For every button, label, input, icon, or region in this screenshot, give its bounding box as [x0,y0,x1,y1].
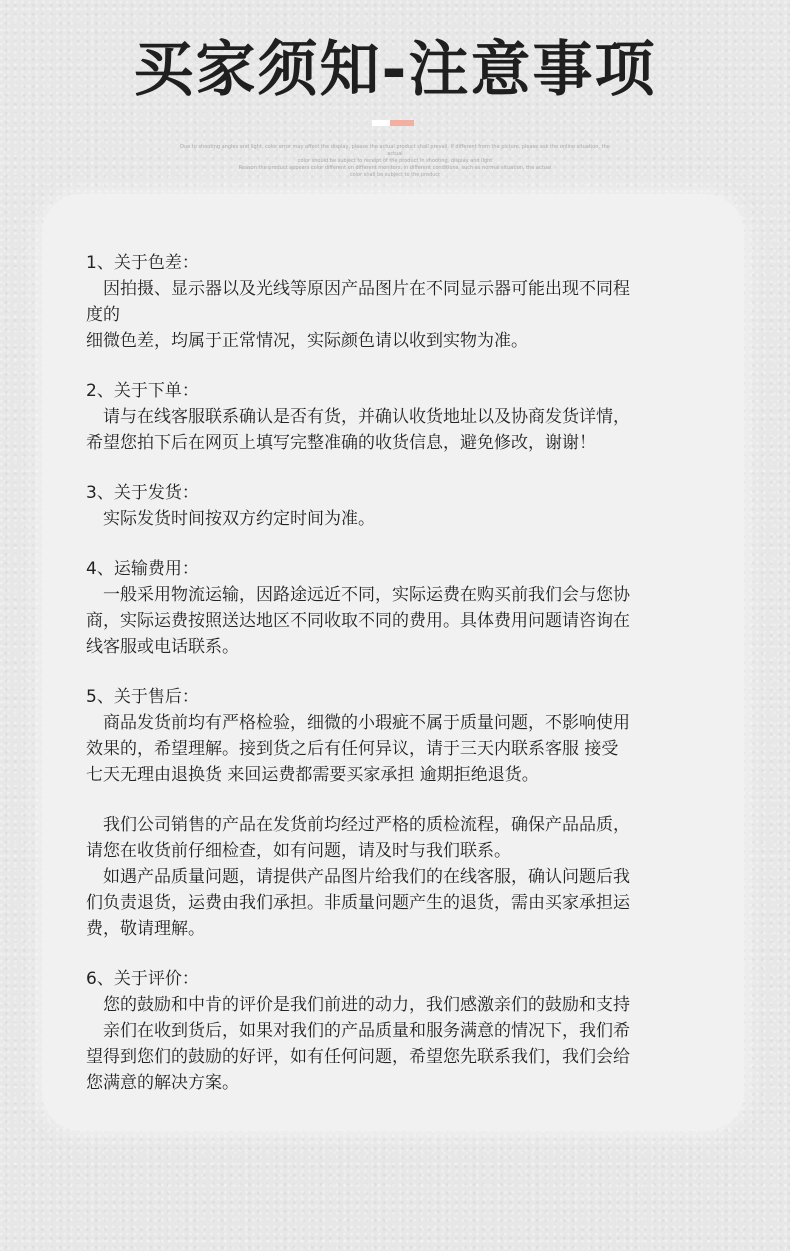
section-after-sales [86,684,698,788]
section-ordering [86,378,698,456]
section-heading: 1、关于色差： [86,253,199,273]
section-line: 亲们在收到货后，如果对我们的产品质量和服务满意的情况下，我们希 [103,1021,630,1041]
title-accent-bar [372,120,414,126]
section-reviews [86,966,698,1096]
section-line: 细微色差，均属于正常情况，实际颜色请以收到实物为准。 [86,331,528,351]
fine-print-line: color should be subject to receipt of the product in shooting, display and light [297,158,493,164]
section-line: 七天无理由退换货 来回运费都需要买家承担 逾期拒绝退货。 [86,765,539,785]
section-line: 希望您拍下后在网页上填写完整准确的收货信息，避免修改，谢谢！ [86,433,596,453]
notice-content [86,250,698,1120]
section-freight-cost [86,556,698,660]
section-shipping [86,480,698,532]
fine-print-line: Due to shooting angles and light, color error may affect the display, please the actual product shall prevail. If different from the picture, please ask the online situation, the actual [180,144,610,157]
section-line: 商，实际运费按照送达地区不同收取不同的费用。具体费用问题请咨询在 [86,611,630,631]
section-line: 请您在收货前仔细检查，如有问题，请及时与我们联系。 [86,841,511,861]
section-line: 您的鼓励和中肯的评价是我们前进的动力，我们感激亲们的鼓励和支持 [103,995,630,1015]
section-line: 商品发货前均有严格检验，细微的小瑕疵不属于质量问题，不影响使用 [103,713,630,733]
section-line: 费，敬请理解。 [86,919,205,939]
fine-print-block [175,144,615,179]
section-heading: 3、关于发货： [86,483,199,503]
fine-print-line: Reason the product appears color different on different monitors, in different conditions, such as normal situation, the actual [238,165,552,171]
section-line: 因拍摄、显示器以及光线等原因产品图片在不同显示器可能出现不同程 [103,279,630,299]
section-line: 线客服或电话联系。 [86,637,239,657]
section-color-difference [86,250,698,354]
section-line: 效果的，希望理解。接到货之后有任何异议，请于三天内联系客服 接受 [86,739,619,759]
section-heading: 4、运输费用： [86,559,199,579]
section-heading: 6、关于评价： [86,969,199,989]
accent-segment-pink [390,120,414,126]
section-line: 度的 [86,305,120,325]
section-line: 我们公司销售的产品在发货前均经过严格的质检流程，确保产品品质， [103,815,630,835]
section-line: 们负责退货，运费由我们承担。非质量问题产生的退货，需由买家承担运 [86,893,630,913]
section-line: 请与在线客服联系确认是否有货，并确认收货地址以及协商发货详情， [103,407,630,427]
section-line: 您满意的解决方案。 [86,1073,239,1093]
section-heading: 5、关于售后： [86,687,199,707]
section-quality-policy [86,812,698,942]
section-line: 如遇产品质量问题，请提供产品图片给我们的在线客服，确认问题后我 [103,867,630,887]
section-line: 实际发货时间按双方约定时间为准。 [103,509,375,529]
page-title: 买家须知-注意事项 [133,35,657,105]
section-line: 一般采用物流运输，因路途远近不同，实际运费在购买前我们会与您协 [103,585,630,605]
fine-print-line: color shall be subject to the product [349,172,441,178]
section-heading: 2、关于下单： [86,381,199,401]
accent-segment-white [372,120,390,126]
section-line: 望得到您们的鼓励的好评，如有任何问题，希望您先联系我们，我们会给 [86,1047,630,1067]
